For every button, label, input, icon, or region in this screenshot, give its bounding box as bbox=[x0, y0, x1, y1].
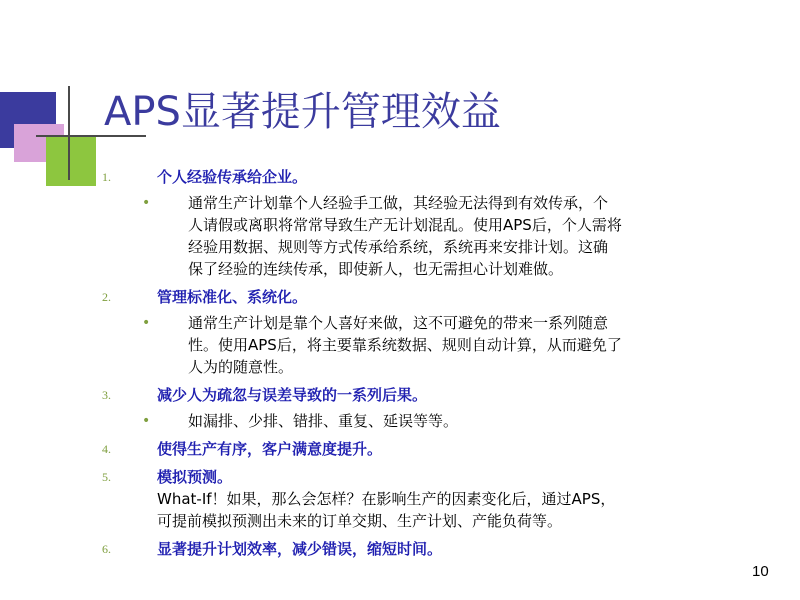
item-heading: 使得生产有序，客户满意度提升。 bbox=[157, 440, 383, 458]
sub-item-text bbox=[188, 192, 768, 280]
item-number: 5. bbox=[102, 470, 111, 484]
item-heading: 模拟预测。 bbox=[157, 468, 233, 486]
bullet-icon: • bbox=[142, 315, 151, 331]
item-number: 6. bbox=[102, 542, 111, 556]
item-heading: 管理标准化、系统化。 bbox=[157, 288, 308, 306]
sub-item-text bbox=[188, 312, 768, 378]
bullet-icon: • bbox=[142, 195, 151, 211]
bullet-icon: • bbox=[142, 413, 151, 429]
item-number: 4. bbox=[102, 442, 111, 456]
list-item-3 bbox=[0, 384, 800, 406]
list-item-6 bbox=[0, 538, 800, 560]
list-item-2 bbox=[0, 286, 800, 308]
slide-title: APS显著提升管理效益 bbox=[104, 89, 501, 135]
text-line: 通常生产计划靠个人经验手工做，其经验无法得到有效传承，个 bbox=[188, 194, 609, 212]
list-item-4 bbox=[0, 438, 800, 460]
item-number: 1. bbox=[102, 170, 111, 184]
item-heading: 减少人为疏忽与误差导致的一系列后果。 bbox=[157, 386, 428, 404]
sub-item-2 bbox=[0, 312, 800, 378]
item-number: 3. bbox=[102, 388, 111, 402]
page-number: 10 bbox=[752, 563, 769, 580]
sub-item-text bbox=[188, 410, 768, 432]
text-line: 性。使用APS后，将主要靠系统数据、规则自动计算，从而避免了 bbox=[188, 336, 622, 354]
item-body bbox=[157, 488, 757, 532]
text-line: 保了经验的连续传承，即使新人，也无需担心计划难做。 bbox=[188, 260, 564, 278]
item-heading: 个人经验传承给企业。 bbox=[157, 168, 308, 186]
text-line: 通常生产计划是靠个人喜好来做，这不可避免的带来一系列随意 bbox=[188, 314, 609, 332]
text-line: 人为的随意性。 bbox=[188, 358, 294, 376]
text-line: What-If！如果，那么会怎样？在影响生产的因素变化后，通过APS， bbox=[157, 490, 616, 508]
list-item-1 bbox=[0, 166, 800, 188]
item-heading: 显著提升计划效率，减少错误，缩短时间。 bbox=[157, 540, 443, 558]
sub-item-1 bbox=[0, 192, 800, 280]
text-line: 人请假或离职将常常导致生产无计划混乱。使用APS后，个人需将 bbox=[188, 216, 622, 234]
item-number: 2. bbox=[102, 290, 111, 304]
text-line: 如漏排、少排、错排、重复、延误等等。 bbox=[188, 412, 459, 430]
slide-content bbox=[0, 160, 800, 560]
list-item-5 bbox=[0, 466, 800, 532]
sub-item-3 bbox=[0, 410, 800, 432]
text-line: 经验用数据、规则等方式传承给系统，系统再来安排计划。这确 bbox=[188, 238, 609, 256]
text-line: 可提前模拟预测出未来的订单交期、生产计划、产能负荷等。 bbox=[157, 512, 563, 530]
